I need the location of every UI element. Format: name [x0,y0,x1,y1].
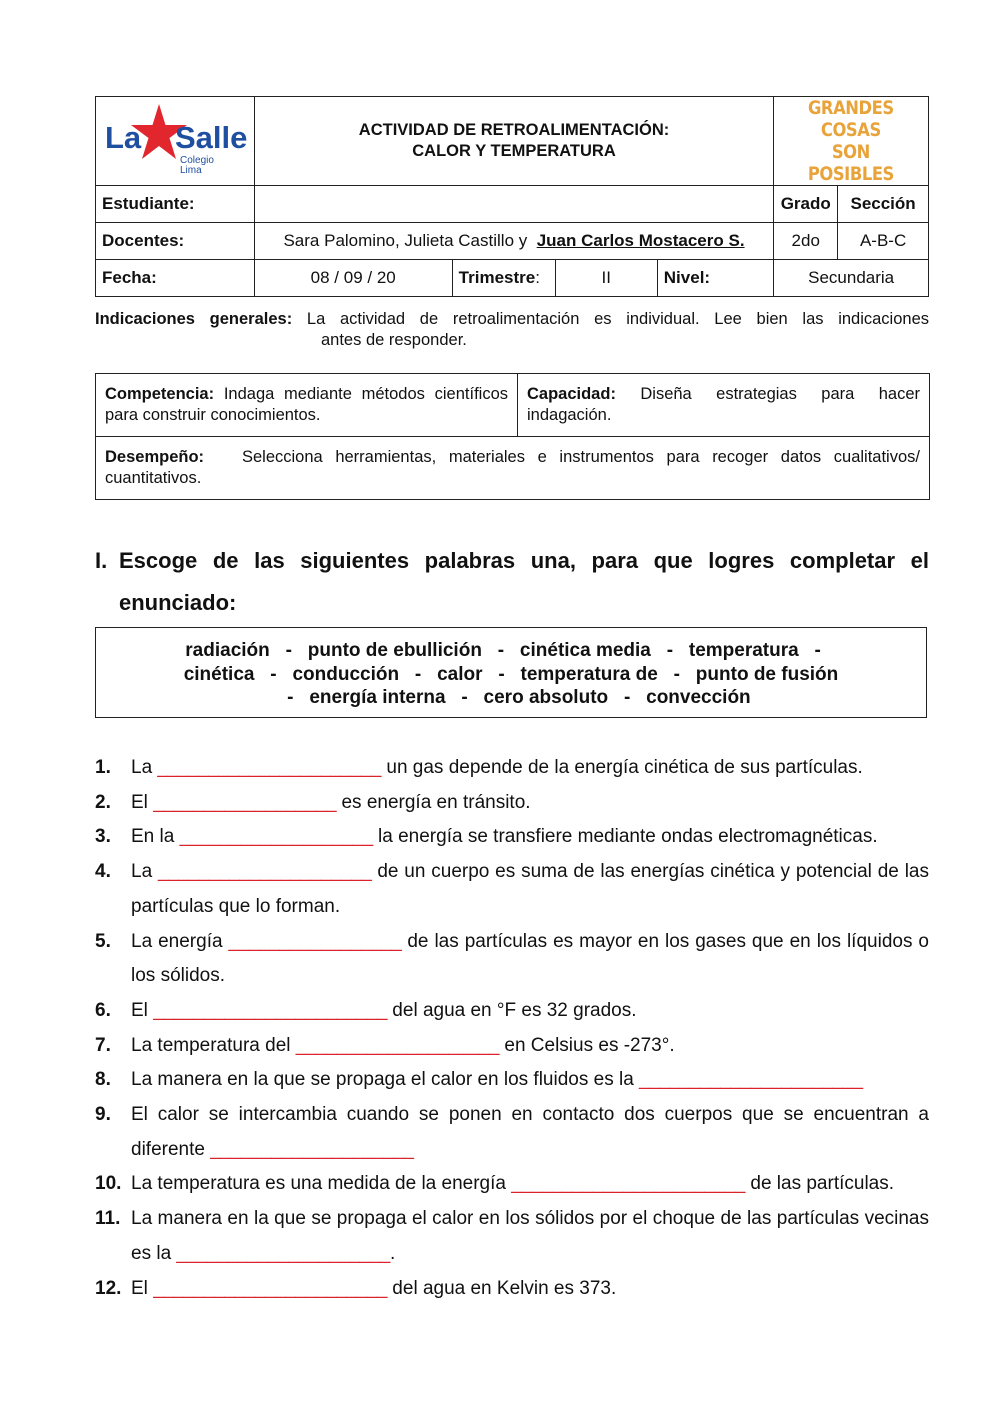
question-number: 2. [95,791,111,813]
date-value: 08 / 09 / 20 [254,260,452,297]
question-text-before: La manera en la que se propaga el calor en los sólidos por el choque de las partículas vecinas es la [131,1208,929,1264]
section-label: Sección [838,186,929,223]
question-item [95,1202,929,1271]
student-field[interactable] [254,186,774,223]
logo-sub1: Colegio [180,154,214,166]
indications-line2: antes de responder. [321,331,467,349]
answer-blank[interactable]: ___________________ [179,826,373,848]
question-text-after: en Celsius es -273°. [499,1034,675,1056]
desempeno-label: Desempeño: [105,448,205,466]
question-item [95,786,929,821]
question-text [131,855,929,924]
capacidad-text: Diseña estrategias para hacer indagación. [527,385,920,424]
answer-blank[interactable]: __________________ [153,791,337,813]
motto-line2: SON POSIBLES [808,141,895,185]
question-text-before: El [131,999,154,1021]
competencia-label: Competencia: [105,385,215,403]
question-number: 1. [95,757,111,778]
question-text [131,925,929,994]
question-item [95,1029,929,1064]
question-text [131,994,929,1029]
teachers-names: Sara Palomino, Julieta Castillo y [283,231,528,250]
term-value: II [555,260,657,297]
logo-la-text: La [105,119,142,155]
question-text-after: . [389,1242,396,1264]
word-bank-item: calor [437,663,483,685]
logo-cell [96,97,255,186]
question-text [131,1098,929,1167]
question-text-after: es energía en tránsito. [336,791,531,813]
teachers-label: Docentes: [96,223,255,260]
question-text-before: En la [131,826,180,848]
question-number: 9. [95,1104,111,1126]
la-salle-logo [96,101,248,177]
question-text-after: de las partículas. [745,1173,895,1195]
question-item [95,820,929,855]
student-label: Estudiante: [96,186,255,223]
question-item [95,994,929,1029]
word-bank-row [96,663,926,687]
question-item [95,855,929,924]
question-text-after: un gas depende de la energía cinética de sus partículas. [381,757,863,778]
question-number: 3. [95,826,111,848]
word-separator: - [285,640,292,661]
word-bank-item: conducción [292,663,400,685]
answer-blank[interactable]: ______________________ [157,757,382,778]
word-bank-item: radiación [185,640,270,661]
word-bank-item: cinética media [519,640,651,661]
question-text-after: del agua en °F es 32 grados. [387,999,637,1021]
question-number: 10. [95,1173,122,1195]
question-text [131,1202,929,1271]
question-text-before: La [131,861,158,883]
word-separator: - [461,687,468,708]
question-text-after: de las partículas es mayor en los gases que en los líquidos o los sólidos. [131,930,929,987]
answer-blank[interactable]: _______________________ [153,999,388,1021]
logo-salle-text: Salle [175,119,248,155]
answer-blank[interactable]: ____________________ [295,1034,500,1056]
question-text-after: de un cuerpo es suma de las energías cinética y potencial de las partículas que lo forman. [131,861,929,917]
question-text-after: la energía se transfiere mediante ondas electromagnéticas. [372,826,878,848]
header-table [95,96,929,297]
question-text [131,751,929,786]
word-bank-item: energía interna [309,687,446,708]
question-text [131,1029,929,1064]
question-number: 4. [95,861,111,883]
motto-line1: GRANDES COSAS [808,97,895,141]
word-bank [95,627,927,718]
section-title-line2: enunciado: [119,590,237,615]
indications-label: Indicaciones generales: [95,310,293,328]
grade-label: Grado [774,186,838,223]
word-separator: - [497,640,505,661]
word-bank-item: punto de fusión [695,663,839,685]
section-title [95,540,929,624]
word-bank-item: cinética [183,663,255,685]
word-bank-item: convección [646,687,751,708]
word-separator: - [270,663,277,685]
general-indications [95,309,929,351]
answer-blank[interactable]: ____________________ [210,1138,414,1160]
question-text [131,1272,929,1307]
question-number: 5. [95,930,111,952]
desempeno-cell [96,437,930,500]
question-text-before: La temperatura es una medida de la energía [131,1173,512,1195]
question-text [131,786,929,821]
question-item [95,1098,929,1167]
word-separator: - [498,663,505,685]
question-list [95,751,929,1306]
teachers-underlined-name: Juan Carlos Mostacero S. [536,231,745,250]
section-value: A-B-C [838,223,929,260]
question-text-before: La temperatura del [131,1034,296,1056]
indications-line1: La actividad de retroalimentación es individual. Lee bien las indicaciones [306,310,930,328]
word-separator: - [814,640,821,661]
word-bank-item: punto de ebullición [307,640,482,661]
answer-blank[interactable]: ______________________ [639,1069,863,1091]
teachers-value [254,223,774,260]
capacidad-label: Capacidad: [527,385,616,403]
word-separator: - [287,687,294,708]
word-separator: - [666,640,674,661]
word-bank-item: temperatura de [520,663,658,685]
term-label: Trimestre [458,268,536,287]
question-number: 7. [95,1034,111,1056]
question-item [95,925,929,994]
date-label: Fecha: [96,260,255,297]
title-line1: ACTIVIDAD DE RETROALIMENTACIÓN: [358,121,670,139]
question-number: 6. [95,999,111,1021]
question-text [131,820,929,855]
question-text-before: El [131,1277,154,1299]
word-bank-row [96,639,926,663]
page-title [254,97,774,186]
competencia-cell [96,374,518,437]
question-text-after: del agua en Kelvin es 373. [387,1277,617,1299]
word-separator: - [673,663,680,685]
word-separator: - [414,663,422,685]
question-item [95,1167,929,1202]
word-bank-row [96,686,926,710]
question-text-before: La energía [131,930,229,952]
word-separator: - [623,687,631,708]
level-label: Nivel: [657,260,774,297]
question-number: 12. [95,1277,122,1299]
question-text-before: El calor se intercambia cuando se ponen en contacto dos cuerpos que se encuentran a diferente [131,1104,929,1160]
motto-logo [790,97,912,185]
term-label-cell [452,260,555,297]
section-number: I. [95,548,108,573]
term-colon: : [535,268,540,287]
grade-value: 2do [774,223,838,260]
competency-table [95,373,930,500]
level-value: Secundaria [774,260,929,297]
answer-blank[interactable]: _________________ [228,930,402,952]
desempeno-text: Selecciona herramientas, materiales e instrumentos para recoger datos cualitativos/ cuantitativos. [105,448,920,487]
capacidad-cell [518,374,930,437]
question-text-before: La manera en la que se propaga el calor en los fluidos es la [131,1069,640,1091]
answer-blank[interactable]: _______________________ [153,1277,388,1299]
question-number: 11. [95,1208,121,1230]
question-item [95,1063,929,1098]
answer-blank[interactable]: _______________________ [511,1173,746,1195]
question-number: 8. [95,1069,111,1091]
answer-blank[interactable]: _____________________ [157,861,372,883]
word-bank-item: temperatura [688,640,799,661]
question-text-before: El [131,791,154,813]
title-line2: CALOR Y TEMPERATURA [412,142,616,160]
answer-blank[interactable]: _____________________ [176,1242,390,1264]
section-title-line1: Escoge de las siguientes palabras una, para que logres completar el [119,548,929,573]
question-text [131,1167,929,1202]
motto-cell [774,97,929,186]
question-text [131,1063,929,1098]
question-item [95,751,929,786]
question-text-before: La [131,757,158,778]
competencia-text: Indaga mediante métodos científicos para construir conocimientos. [105,385,508,424]
question-item [95,1272,929,1307]
logo-sub2: Lima [180,164,202,176]
word-bank-item: cero absoluto [483,687,609,708]
